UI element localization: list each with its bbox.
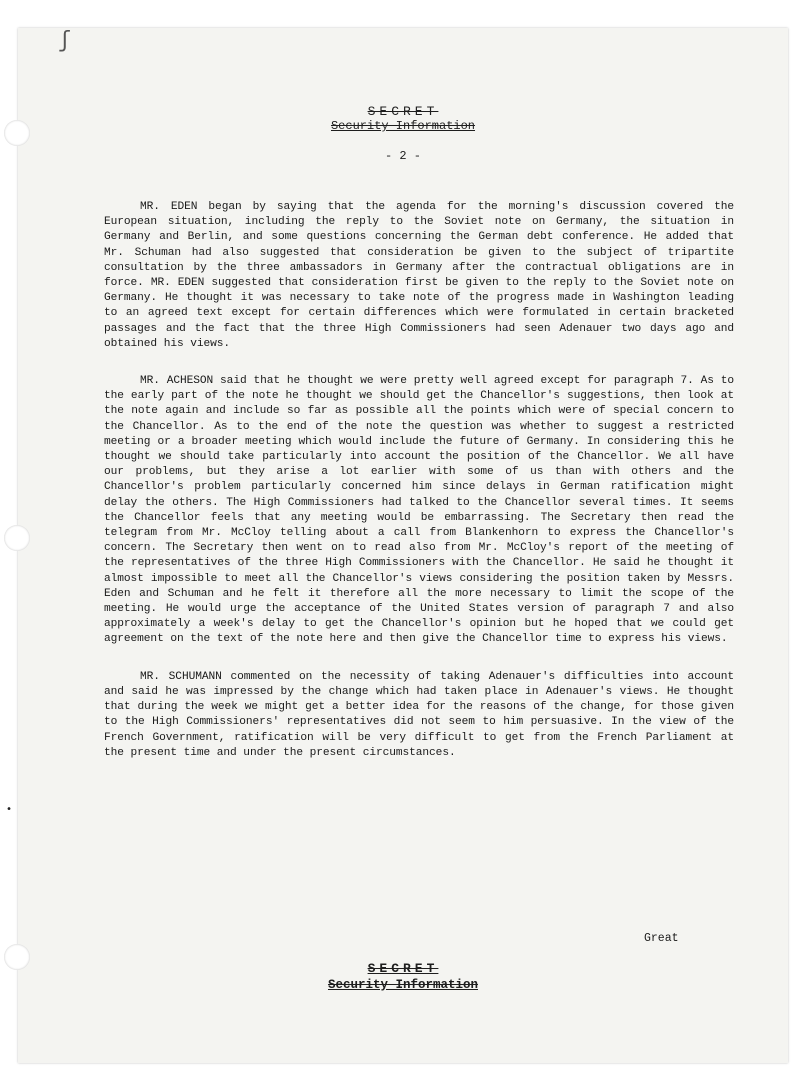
header-block (18, 104, 788, 163)
footer-block (18, 961, 788, 992)
punch-hole (4, 525, 30, 551)
stray-dot: • (6, 804, 13, 815)
page-number: - 2 - (384, 149, 421, 163)
footer-classification-marking: SECRET (367, 961, 439, 976)
security-caveat: Security Information (330, 119, 476, 133)
footer-security-caveat: Security Information (327, 978, 479, 992)
paragraph-acheson: MR. ACHESON said that he thought we were pretty well agreed except for paragraph 7. As to the early part of the note he thought we should get the Chancellor's suggestions, then look at the note again and include so far as possible all the points which were of special concern to the Chancellor. As to the end of the note the question was whether to suggest a restricted meeting or a broader meeting which would include the future of Germany. In considering this he thought we should take particularly into account the position of the Chancellor. We all have our problems, but they arise a lot earlier with some of us than with others and the Chancellor's problem particularly concerned him since delays in German ratification might delay the others. The High Commissioners had talked to the Chancellor several times. It seems the Chancellor feels that any meeting would be embarrassing. The Secretary then read the telegram from Mr. McCloy telling about a call from Blankenhorn to express the Chancellor's concern. The Secretary then went on to read also from Mr. McCloy's report of the meeting of the representatives of the three High Commissioners with the Chancellor. He said he thought it almost impossible to meet all the Chancellor's views considering the position taken by Messrs. Eden and Schuman and he felt it therefore all the more necessary to limit the scope of the meeting. He would urge the acceptance of the United States version of paragraph 7 and also approximately a week's delay to get the Chancellor's opinion but he hoped that we could get agreement on the text of the note here and then give the Chancellor time to express his views. (104, 375, 734, 646)
document-page (6, 28, 788, 1063)
document-body (104, 200, 734, 783)
pencil-mark: ʃ (58, 28, 72, 53)
paragraph-schumann: MR. SCHUMANN commented on the necessity of taking Adenauer's difficulties into account and said he was impressed by the change which had taken place in Adenauer's views. He thought that during the week we might get a better idea for the reasons of the change, for those given to the High Commissioners' representatives did not seem to him persuasive. In the view of the French Government, ratification will be very difficult to get from the French Parliament at the present time and under the present circumstances. (104, 670, 734, 759)
paragraph-eden: MR. EDEN began by saying that the agenda for the morning's discussion covered the European situation, including the reply to the Soviet note on Germany, the situation in Germany and Berlin, and some questions concerning the German debt conference. He added that Mr. Schuman had also suggested that consideration be given to the subject of tripartite consultation by the three ambassadors in Germany after the contractual obligations are in force. MR. EDEN suggested that consideration first be given to the reply to the Soviet note on Germany. He thought it was necessary to take note of the progress made in Washington leading to an agreed text except for certain differences which were formulated in certain bracketed passages and the fact that the three High Commissioners had seen Adenauer two days ago and obtained his views. (104, 201, 734, 350)
classification-marking: SECRET (367, 104, 439, 119)
continuation-word: Great (644, 932, 679, 945)
